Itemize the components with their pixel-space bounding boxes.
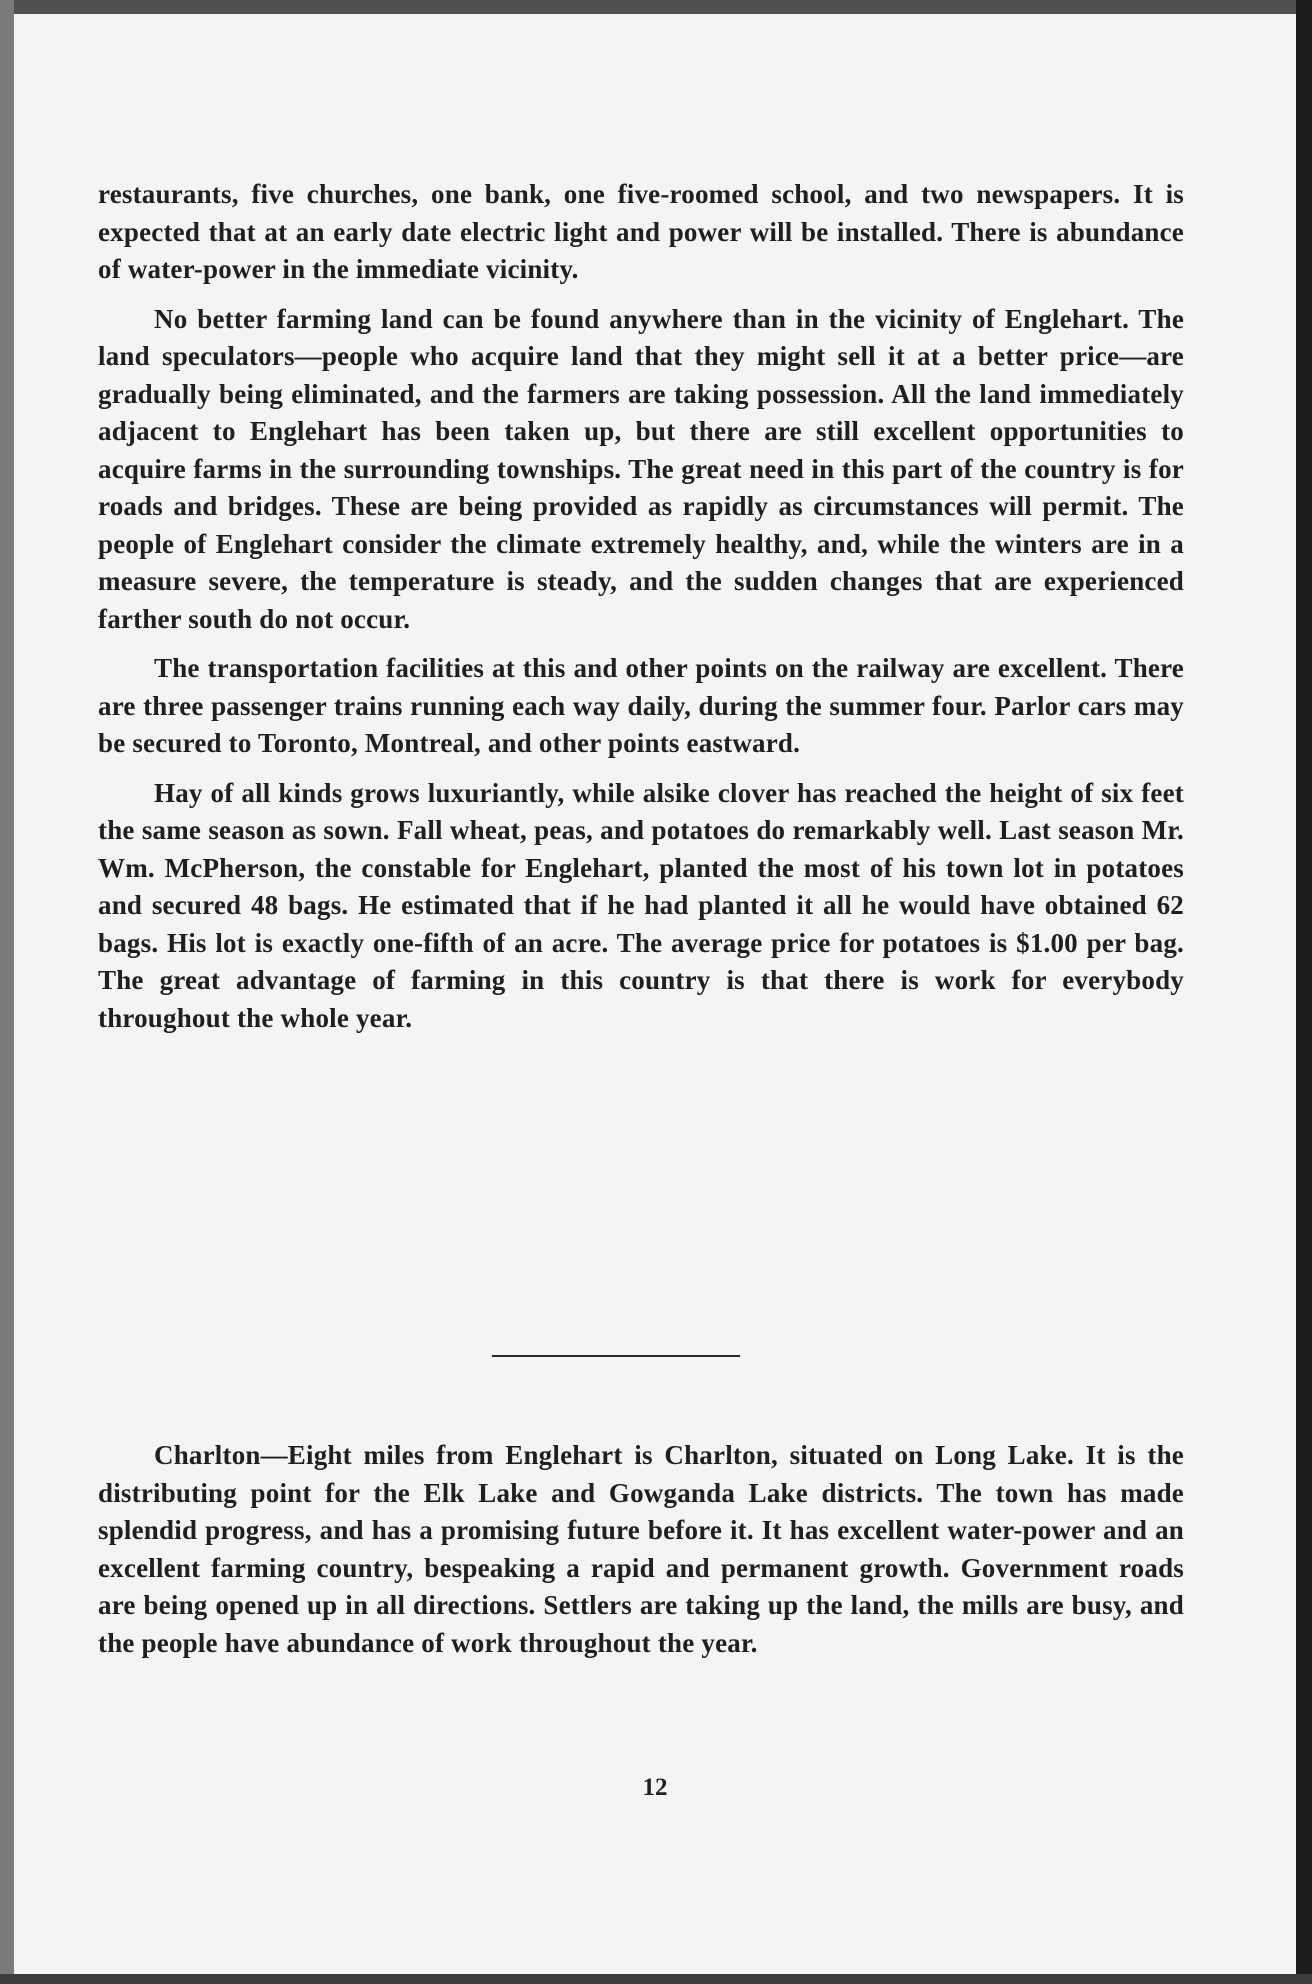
scan-bottom-edge bbox=[0, 1974, 1312, 1984]
paragraph-crops: Hay of all kinds grows luxuriantly, while alsike clover has reached the height of six feet the same season as sown. Fall wheat, peas, and potatoes do remarkably well. Last season Mr. Wm. McPherson, the constable for Englehart, planted the most of his town lot in potatoes and secured 48 bags. He estimated that if he had planted it all he would have obtained 62 bags. His lot is exactly one-fifth of an acre. The average price for potatoes is $1.00 per bag. The great advantage of farming in this country is that there is work for everybody throughout the whole year. bbox=[98, 777, 1184, 1033]
scan-right-edge bbox=[1296, 0, 1312, 1984]
scan-left-edge bbox=[0, 0, 14, 1984]
page-number: 12 bbox=[642, 1774, 668, 1801]
paragraph-continuation: restaurants, five churches, one bank, one five-roomed school, and two newspapers. It is expected that at an early date electric light and power will be installed. There is abundance of water-power in the immediate vicinity. bbox=[98, 179, 1184, 284]
charlton-text-block bbox=[98, 1437, 1184, 1662]
scan-top-edge bbox=[0, 0, 1312, 14]
paragraph-charlton: Charlton—Eight miles from Englehart is Charlton, situated on Long Lake. It is the distributing point for the Elk Lake and Gowganda Lake districts. The town has made splendid progress, and has a promising future before it. It has excellent water-power and an excellent farming country, bespeaking a rapid and permanent growth. Government roads are being opened up in all directions. Settlers are taking up the land, the mills are busy, and the people have abundance of work throughout the year. bbox=[98, 1440, 1184, 1658]
main-text-block bbox=[98, 176, 1184, 1037]
book-page bbox=[14, 14, 1296, 1974]
section-divider bbox=[492, 1355, 740, 1357]
paragraph-transportation: The transportation facilities at this and other points on the railway are excellent. There are three passenger trains running each way daily, during the summer four. Parlor cars may be secured to Toronto, Montreal, and other points eastward. bbox=[98, 653, 1184, 758]
paragraph-farming-land: No better farming land can be found anywhere than in the vicinity of Englehart. The land speculators—people who acquire land that they might sell it at a better price—are gradually being eliminated, and the farmers are taking possession. All the land immediately adjacent to Englehart has been taken up, but there are still excellent opportunities to acquire farms in the surrounding townships. The great need in this part of the country is for roads and bridges. These are being provided as rapidly as circumstances will permit. The people of Englehart consider the climate extremely healthy, and, while the winters are in a measure severe, the temperature is steady, and the sudden changes that are experienced farther south do not occur. bbox=[98, 303, 1184, 634]
